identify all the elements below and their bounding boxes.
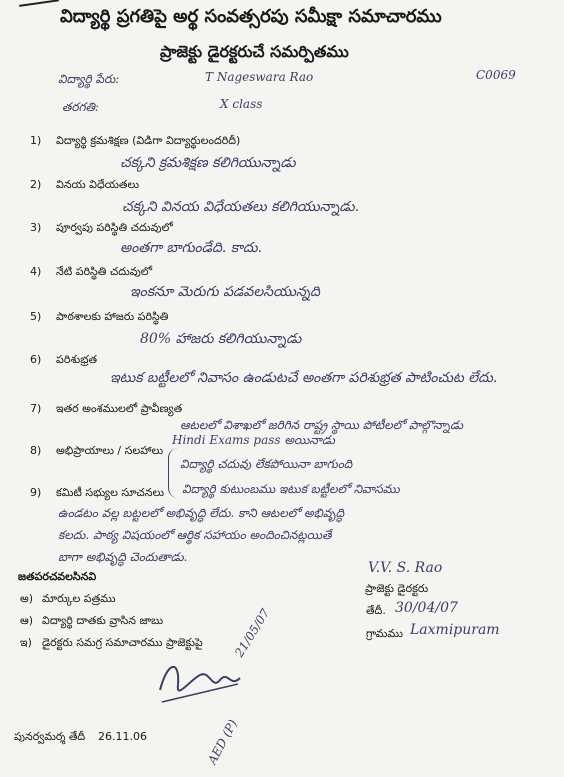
review-date-label: పునర్వమర్శ తేదీ [14, 730, 86, 743]
item-6-answer: ఇటుక బట్టీలలో నివాసం ఉండుటచే అంతగా పరిశుభ్రత పాటించుట లేదు. [110, 370, 498, 386]
attachment-2-mark: ఆ) [20, 614, 34, 627]
officer-stamp-text: AED (P) [205, 717, 241, 767]
document-subtitle: ప్రాజెక్టు డైరక్టరుచే సమర్పితము [160, 42, 349, 61]
item-5-label: పాఠశాలకు హాజరు పరిస్థితి [56, 310, 169, 323]
student-name-label: విద్యార్థి పేరు: [58, 72, 120, 86]
date-value: 30/04/07 [395, 600, 458, 616]
signature-date: 21/05/07 [232, 606, 273, 660]
remarks-line-4: బాగా అభివృద్ధి చెందుతాడు. [58, 550, 188, 564]
item-1-answer: చక్కని క్రమశిక్షణ కలిగియున్నాడు [120, 155, 296, 171]
item-5-number: 5) [30, 310, 42, 323]
item-4-label: నేటి పరిస్థితి చదువులో [56, 265, 153, 278]
corner-mark [19, 0, 61, 21]
item-8-label: అభిప్రాయాలు / సలహాలు [56, 444, 164, 457]
item-9-label: కమిటీ సభ్యుల సూచనలు [56, 486, 165, 499]
item-4-answer: ఇంకనూ మెరుగు పడవలసియున్నది [130, 284, 320, 300]
document-code: C0069 [476, 68, 516, 82]
student-class-value: X class [220, 97, 263, 111]
student-class-label: తరగతి: [62, 100, 99, 114]
student-name-value: T Nageswara Rao [205, 70, 314, 84]
item-3-label: పూర్వపు పరిస్థితి చదువులో [56, 221, 173, 234]
item-6-number: 6) [30, 353, 42, 366]
director-role: ప్రాజెక్టు డైరక్టరు [365, 582, 429, 595]
attachment-1-text: మార్కుల పత్రము [42, 592, 116, 605]
item-4-number: 4) [30, 265, 42, 278]
village-label: గ్రామము [366, 627, 403, 640]
item-2-label: వినయ విధేయతలు [56, 178, 140, 191]
review-date-value: 26.11.06 [98, 730, 147, 743]
attachment-2-text: విద్యార్థి దాతకు వ్రాసిన జాబు [42, 614, 164, 627]
item-7-number: 7) [30, 402, 42, 415]
item-8-number: 8) [30, 444, 42, 457]
item-5-answer: 80% హాజరు కలిగియున్నాడు [140, 331, 302, 347]
date-label: తేదీ. [366, 604, 386, 617]
director-signature: V.V. S. Rao [368, 560, 443, 576]
village-value: Laxmipuram [410, 622, 500, 638]
item-1-number: 1) [30, 134, 42, 147]
item-3-answer: అంతగా బాగుండేది. కాదు. [120, 240, 263, 256]
attachment-1-mark: అ) [20, 592, 34, 605]
item-3-number: 3) [30, 221, 42, 234]
item-6-label: పరిశుభ్రత [56, 353, 98, 366]
item-2-answer: చక్కని వినయ విధేయతలు కలిగియున్నాడు. [122, 199, 360, 215]
document-title: విద్యార్థి ప్రగతిపై అర్థ సంవత్సరపు సమీక్షా సమాచారము [60, 6, 442, 27]
remarks-line-1: విద్యార్థి కుటుంబము ఇటుక బట్టీలలో నివాసము [182, 482, 400, 496]
item-2-number: 2) [30, 178, 42, 191]
attachment-3-text: డైరక్టరు సమగ్ర సమాచారము ప్రాజెక్టుపై [42, 636, 203, 649]
attachment-3-mark: ఇ) [20, 636, 32, 649]
remarks-line-2: ఉండటం వల్ల బట్టలలో అభివృద్ధి లేదు. కాని ఆటలలో అభివృద్ధి [58, 506, 345, 520]
brace-mark [168, 448, 179, 498]
remarks-line-3: కలదు. పాఠ్య విషయంలో ఆర్థిక సహాయం అందించినట్లయితే [58, 528, 332, 542]
attachments-heading: జతపరచవలసినవి [18, 570, 97, 583]
item-8-answer: Hindi Exams pass అయినాడు [172, 433, 335, 447]
item-7-answer: ఆటలలో విశాఖలో జరిగిన రాష్ట్ర స్థాయి పోటీలలో పాల్గొన్నాడు [180, 418, 463, 432]
item-9-number: 9) [30, 486, 42, 499]
item-7-label: ఇతర అంశములలో ప్రావీణ్యత [56, 402, 183, 415]
item-9-answer: విద్యార్థి చదువు లేకపోయినా బాగుంది [180, 457, 353, 471]
item-1-label: విద్యార్థి క్రమశిక్షణ (విడిగా విద్యార్థులందరిదీ) [56, 134, 241, 147]
